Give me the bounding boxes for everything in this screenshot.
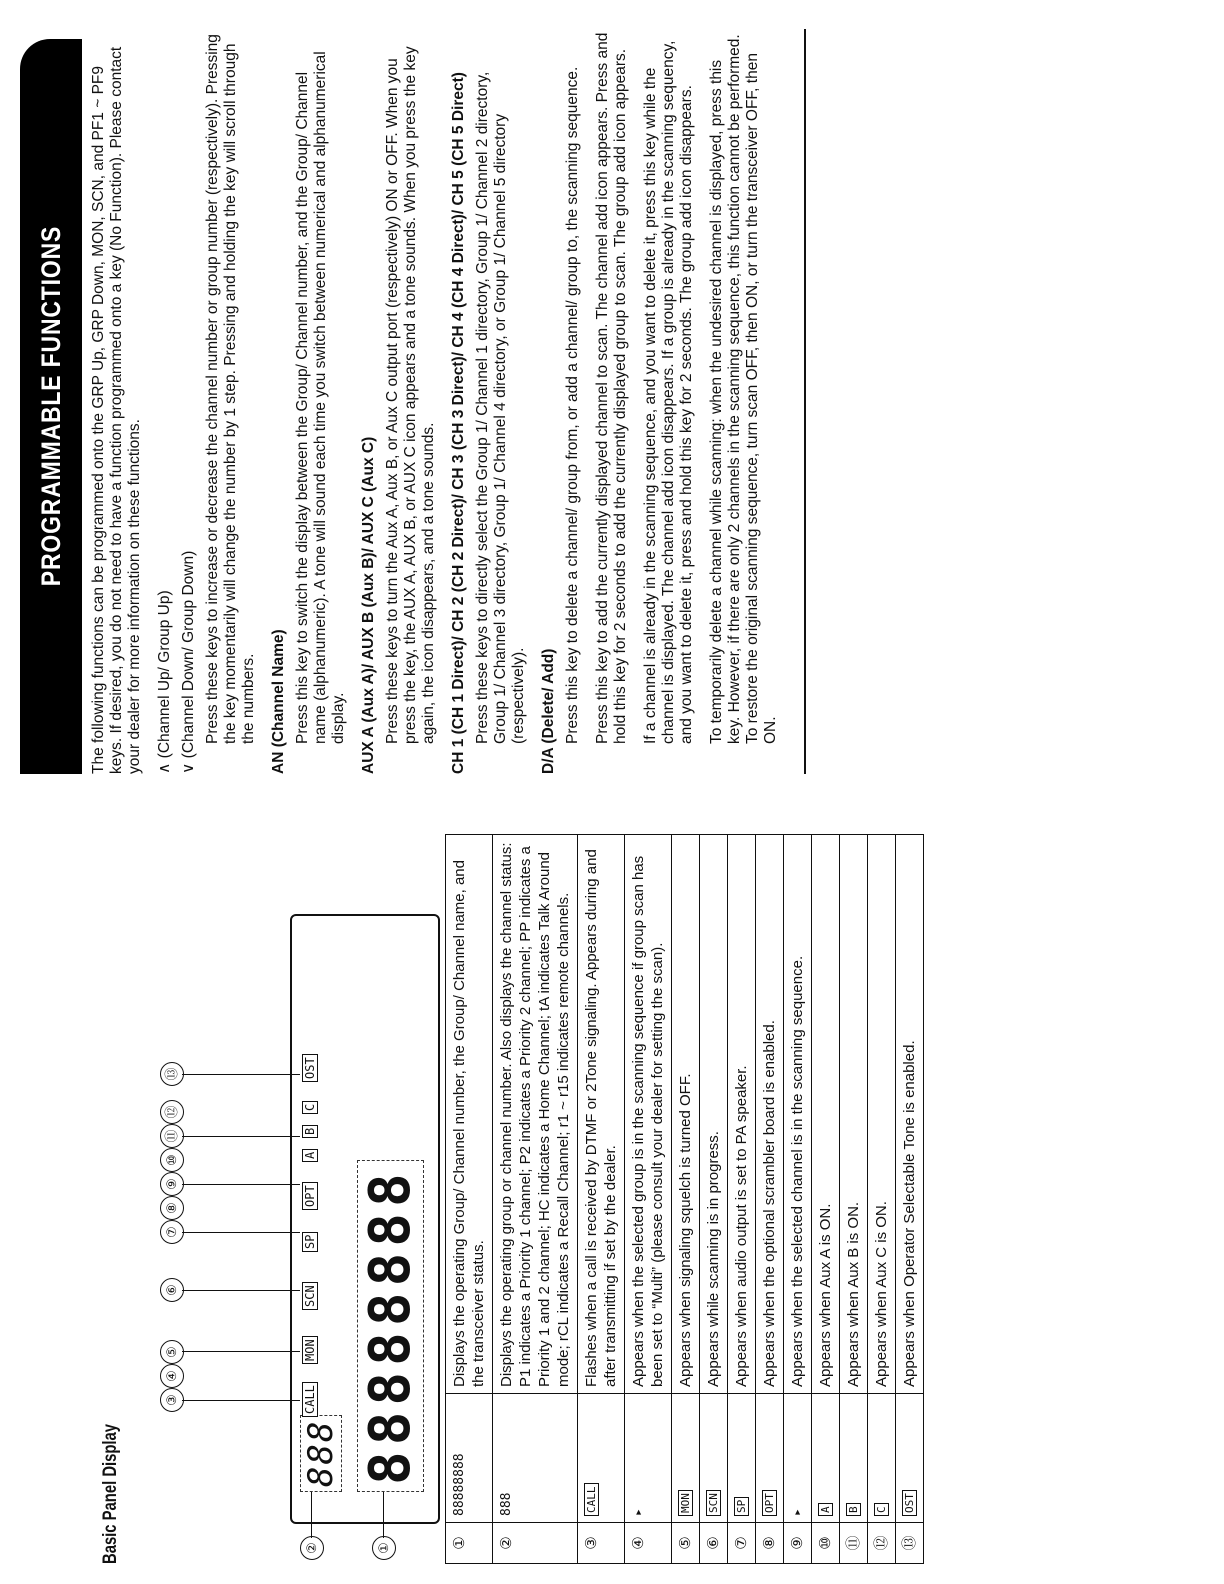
section-banner: PROGRAMMABLE FUNCTIONS xyxy=(20,39,82,774)
indicator-icon: 88888888 xyxy=(452,1453,467,1516)
legend-description: Appears when the optional scrambler board is enabled. xyxy=(756,835,784,1394)
legend-row xyxy=(868,835,896,1564)
callout-5: ⑤ xyxy=(160,1340,184,1364)
legend-number: ⑥ xyxy=(700,1523,728,1564)
ch-direct-description: Press these keys to directly select the Group 1/ Channel 1 directory, Group 1/ Channel 2 directory, Group 1/ Channel 3 directory, Group 1/ Channel 4 directory, or Group 1/ Channel 5 directory (respectively). xyxy=(474,71,527,744)
ch-direct-heading: CH 1 (CH 1 Direct)/ CH 2 (CH 2 Direct)/ CH 3 (CH 3 Direct)/ CH 4 (CH 4 Direct)/ CH 5 (CH 5 Direct) xyxy=(450,72,467,774)
indicator-icon: SCN xyxy=(706,1490,721,1516)
legend-icon xyxy=(812,1394,840,1523)
leader-line xyxy=(182,1232,300,1233)
callout-10: ⑩ xyxy=(160,1148,184,1172)
functions-body xyxy=(90,29,792,774)
legend-icon xyxy=(840,1394,868,1523)
aux-description: Press these keys to turn the Aux A, Aux B, or Aux C output port (respectively) ON or OFF. When you press the key, the AUX A, AUX B, or AUX C icon appears and a tone sounds. When you press the key again, the icon disappears, and a tone sounds. xyxy=(384,46,437,744)
da-heading: D/A (Delete/ Add) xyxy=(540,648,557,774)
legend-row xyxy=(840,835,868,1564)
indicator-icon: ▸ xyxy=(631,1508,646,1516)
legend-description: Appears when Aux B is ON. xyxy=(840,835,868,1394)
legend-description: Flashes when a call is received by DTMF or 2Tone signaling. Appears during and after transmitting if set by the dealer. xyxy=(578,835,625,1394)
legend-number: ⑬ xyxy=(896,1523,924,1564)
indicator-icon: A xyxy=(818,1503,833,1516)
legend-description: Appears when Aux C is ON. xyxy=(868,835,896,1394)
legend-description: Appears when signaling squelch is turned OFF. xyxy=(672,835,700,1394)
legend-description: Appears while scanning is in progress. xyxy=(700,835,728,1394)
legend-number: ③ xyxy=(578,1523,625,1564)
three-digit-display: 888 xyxy=(300,1415,342,1492)
legend-icon xyxy=(700,1394,728,1523)
callout-12: ⑫ xyxy=(160,1100,184,1124)
an-heading: AN (Channel Name) xyxy=(270,629,287,774)
legend-row xyxy=(784,835,812,1564)
legend-number: ⑦ xyxy=(728,1523,756,1564)
call-indicator: CALL xyxy=(302,1382,318,1417)
legend-icon xyxy=(784,1394,812,1523)
legend-icon xyxy=(446,1394,493,1523)
legend-row xyxy=(672,835,700,1564)
legend-icon xyxy=(672,1394,700,1523)
callout-3: ③ xyxy=(160,1388,184,1412)
legend-number: ② xyxy=(493,1523,578,1564)
legend-icon xyxy=(756,1394,784,1523)
legend-number: ⑪ xyxy=(840,1523,868,1564)
legend-description: Appears when the selected channel is in the scanning sequence. xyxy=(784,835,812,1394)
an-description: Press this key to switch the display between the Group/ Channel number, and the Group/ Channel name (alphanumeric). A tone will sound each time you switch between numerical and alphanumerical display. xyxy=(294,51,347,744)
da-paragraph-4: To temporarily delete a channel while scanning: when the undesired channel is displayed, press this key. However, if there are only 2 channels in the scanning sequence, this function cannot be performed. To restore the original scanning sequence, turn scan OFF, then ON, or turn the transceiver OFF, then ON. xyxy=(708,34,779,744)
leader-line xyxy=(182,1351,300,1352)
callout-2: ② xyxy=(300,1536,324,1560)
legend-number: ⑧ xyxy=(756,1523,784,1564)
callout-1: ① xyxy=(372,1536,396,1560)
legend-number: ⑨ xyxy=(784,1523,812,1564)
legend-row xyxy=(493,835,578,1564)
legend-icon xyxy=(728,1394,756,1523)
aux-b-indicator: B xyxy=(302,1125,318,1138)
legend-row xyxy=(446,835,493,1564)
legend-description: Appears when audio output is set to PA speaker. xyxy=(728,835,756,1394)
legend-description: Appears when Operator Selectable Tone is enabled. xyxy=(896,835,924,1394)
mon-indicator: MON xyxy=(302,1336,318,1364)
channel-down-heading: ∨ (Channel Down/ Group Down) xyxy=(180,550,197,774)
legend-icon xyxy=(578,1394,625,1523)
indicator-icon: B xyxy=(846,1503,861,1516)
legend-row xyxy=(728,835,756,1564)
leader-line xyxy=(182,1136,300,1137)
channel-updown-description: Press these keys to increase or decrease the channel number or group number (respectively). Pressing the key momentarily will change the number by 1 step. Pressing and holding the key will scroll through the numbers. xyxy=(204,34,257,744)
aux-a-indicator: A xyxy=(302,1149,318,1162)
sp-indicator: SP xyxy=(302,1232,318,1252)
legend-description: Appears when the selected group is in the scanning sequence if group scan has been set to “Multi” (please consult your dealer for setting the scan). xyxy=(625,835,672,1394)
lcd-panel xyxy=(290,914,440,1524)
scn-indicator: SCN xyxy=(302,1282,318,1310)
lcd-diagram xyxy=(140,834,430,1564)
indicator-icon: OPT xyxy=(762,1490,777,1516)
indicator-icon: OST xyxy=(902,1490,917,1516)
indicator-icon: 888 xyxy=(499,1492,514,1516)
aux-heading: AUX A (Aux A)/ AUX B (Aux B)/ AUX C (Aux C) xyxy=(360,436,377,774)
legend-row xyxy=(812,835,840,1564)
intro-paragraph: The following functions can be programmed onto the GRP Up, GRP Down, MON, SCN, and PF1 ~ PF9 keys. If desired, you do not need to have a function programmed onto a key (No Function). Please contact your dealer for more information on these functions. xyxy=(90,46,143,774)
legend-icon xyxy=(896,1394,924,1523)
leader-line xyxy=(182,1400,300,1401)
da-paragraph-1: Press this key to delete a channel/ group from, or add a channel/ group to, the scanning sequence. xyxy=(564,66,581,744)
channel-up-heading: ∧ (Channel Up/ Group Up) xyxy=(156,590,173,774)
da-paragraph-2: Press this key to add the currently displayed channel to scan. The channel add icon appears. Press and hold this key for 2 seconds to add the currently displayed group to scan. The group add icon appears. xyxy=(594,32,629,744)
legend-description: Appears when Aux A is ON. xyxy=(812,835,840,1394)
legend-row xyxy=(756,835,784,1564)
indicator-icon: C xyxy=(874,1503,889,1516)
callout-8: ⑧ xyxy=(160,1196,184,1220)
callout-13: ⑬ xyxy=(160,1062,184,1086)
legend-number: ⑩ xyxy=(812,1523,840,1564)
legend-icon xyxy=(493,1394,578,1523)
legend-row xyxy=(578,835,625,1564)
da-paragraph-3: If a channel is already in the scanning sequence, and you want to delete it, press this key while the channel is displayed. The channel add icon disappears. If a group is already in the scanning sequency, and you want to delete it, press and hold this key for 2 seconds. The group add icon disappears. xyxy=(642,40,695,744)
legend-number: ④ xyxy=(625,1523,672,1564)
leader-line xyxy=(182,1074,300,1075)
ost-indicator: OST xyxy=(302,1054,318,1082)
legend-icon xyxy=(868,1394,896,1523)
legend-row xyxy=(896,835,924,1564)
callout-11: ⑪ xyxy=(160,1124,184,1148)
section-title: Basic Panel Display xyxy=(100,1423,121,1564)
legend-row xyxy=(625,835,672,1564)
indicator-icon: ▸ xyxy=(790,1508,805,1516)
legend-number: ① xyxy=(446,1523,493,1564)
callout-6: ⑥ xyxy=(160,1278,184,1302)
legend-description: Displays the operating group or channel number. Also displays the channel status: P1 indicates a Priority 1 channel; P2 indicates a Priority 2 channel; PP indicates a Priority 1 and 2 channel; HC indicates a Home Channel; tA indicates Talk Around mode; rCL indicates a Recall Channel; r1 ~ r15 indicates remote channels. xyxy=(493,835,578,1394)
legend-number: ⑫ xyxy=(868,1523,896,1564)
aux-c-indicator: C xyxy=(302,1101,318,1114)
indicator-icon: MON xyxy=(678,1490,693,1516)
display-legend-table xyxy=(445,834,924,1564)
callout-9: ⑨ xyxy=(160,1172,184,1196)
section-end-rule xyxy=(804,29,806,774)
leader-line xyxy=(182,1290,300,1291)
indicator-icon: SP xyxy=(734,1497,749,1516)
legend-number: ⑤ xyxy=(672,1523,700,1564)
callout-7: ⑦ xyxy=(160,1220,184,1244)
legend-row xyxy=(700,835,728,1564)
eight-digit-display: 88888888 xyxy=(357,1160,424,1492)
legend-icon xyxy=(625,1394,672,1523)
opt-indicator: OPT xyxy=(302,1182,318,1210)
indicator-icon: CALL xyxy=(584,1484,599,1517)
leader-line xyxy=(182,1184,300,1185)
legend-description: Displays the operating Group/ Channel number, the Group/ Channel name, and the transceiver status. xyxy=(446,835,493,1394)
callout-4: ④ xyxy=(160,1364,184,1388)
